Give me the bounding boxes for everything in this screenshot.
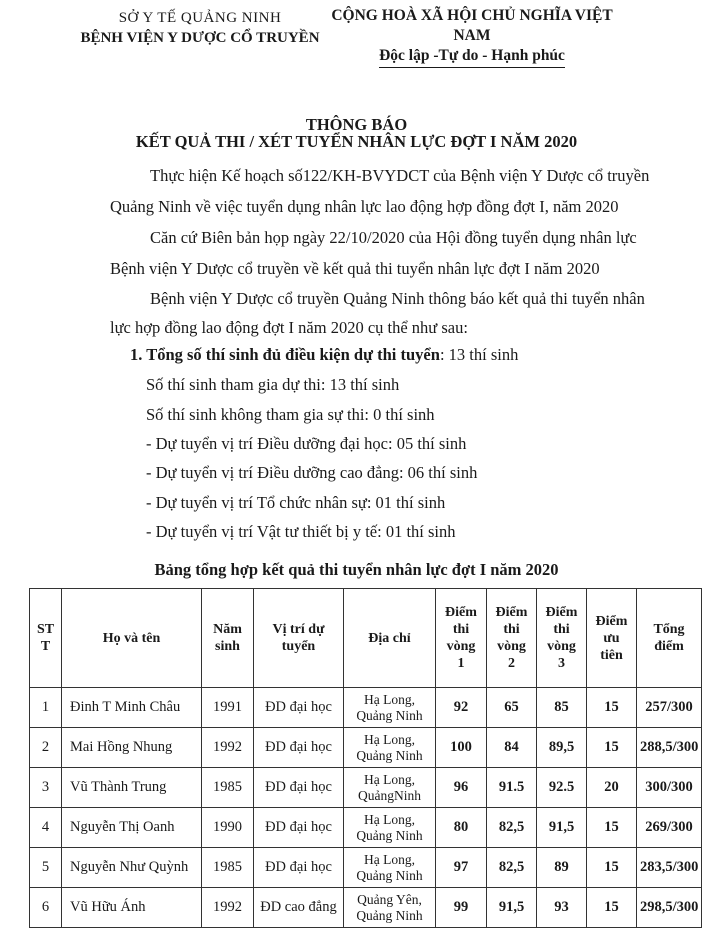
list-item: Số thí sinh tham gia dự thi: 13 thí sinh xyxy=(146,375,400,394)
cell-round-3: 89 xyxy=(537,848,587,888)
cell-stt: 6 xyxy=(30,888,62,928)
cell-position: ĐD đại học xyxy=(254,728,344,768)
cell-round-2: 82,5 xyxy=(487,808,537,848)
cell-position: ĐD đại học xyxy=(254,808,344,848)
hospital-name: BỆNH VIỆN Y DƯỢC CỔ TRUYỀN xyxy=(80,30,320,46)
table-row xyxy=(30,848,702,888)
cell-address: Hạ Long, Quảng Ninh xyxy=(344,728,436,768)
table-row xyxy=(30,688,702,728)
header-left xyxy=(60,8,340,48)
header-round-2: Điểm thi vòng 2 xyxy=(487,589,537,688)
cell-name: Vũ Hữu Ánh xyxy=(62,888,202,928)
cell-round-1: 96 xyxy=(436,768,487,808)
cell-round-1: 92 xyxy=(436,688,487,728)
cell-round-3: 85 xyxy=(537,688,587,728)
cell-year: 1992 xyxy=(202,888,254,928)
header-address: Địa chỉ xyxy=(344,589,436,688)
header-priority: Điểm ưu tiên xyxy=(587,589,637,688)
cell-total: 257/300 xyxy=(637,688,702,728)
cell-year: 1985 xyxy=(202,768,254,808)
cell-year: 1992 xyxy=(202,728,254,768)
table-row xyxy=(30,728,702,768)
cell-address: Quảng Yên, Quảng Ninh xyxy=(344,888,436,928)
paragraph-line: Căn cứ Biên bản họp ngày 22/10/2020 của Hội đồng tuyển dụng nhân lực xyxy=(150,228,637,247)
list-item: - Dự tuyển vị trí Điều dưỡng cao đẳng: 06 thí sinh xyxy=(146,463,478,482)
cell-position: ĐD đại học xyxy=(254,688,344,728)
cell-year: 1985 xyxy=(202,848,254,888)
cell-name: Vũ Thành Trung xyxy=(62,768,202,808)
cell-total: 288,5/300 xyxy=(637,728,702,768)
header-name: Họ và tên xyxy=(62,589,202,688)
cell-round-2: 91,5 xyxy=(487,888,537,928)
cell-round-1: 80 xyxy=(436,808,487,848)
cell-priority: 20 xyxy=(587,768,637,808)
cell-priority: 15 xyxy=(587,888,637,928)
cell-priority: 15 xyxy=(587,848,637,888)
section-1-value: : 13 thí sinh xyxy=(439,345,519,364)
national-title: CỘNG HOÀ XÃ HỘI CHỦ NGHĨA VIỆT NAM xyxy=(331,7,613,44)
cell-round-2: 82,5 xyxy=(487,848,537,888)
cell-address: Hạ Long, Quảng Ninh xyxy=(344,688,436,728)
table-row xyxy=(30,888,702,928)
header-position: Vị trí dự tuyển xyxy=(254,589,344,688)
table-header-row xyxy=(30,589,702,688)
table-title: Bảng tổng hợp kết quả thi tuyển nhân lực đợt I năm 2020 xyxy=(154,560,559,579)
header-total: Tổng điểm xyxy=(637,589,702,688)
cell-stt: 1 xyxy=(30,688,62,728)
section-1-heading xyxy=(130,345,518,365)
document-subtitle: KẾT QUẢ THI / XÉT TUYỂN NHÂN LỰC ĐỢT I NĂM 2020 xyxy=(135,132,578,151)
table-row xyxy=(30,808,702,848)
cell-stt: 4 xyxy=(30,808,62,848)
cell-round-3: 93 xyxy=(537,888,587,928)
cell-position: ĐD cao đẳng xyxy=(254,888,344,928)
cell-round-3: 91,5 xyxy=(537,808,587,848)
cell-priority: 15 xyxy=(587,728,637,768)
cell-stt: 5 xyxy=(30,848,62,888)
cell-address: Hạ Long, QuảngNinh xyxy=(344,768,436,808)
department-name: SỞ Y TẾ QUẢNG NINH xyxy=(118,10,282,26)
document-title: THÔNG BÁO xyxy=(305,115,408,134)
cell-round-3: 89,5 xyxy=(537,728,587,768)
cell-year: 1990 xyxy=(202,808,254,848)
paragraph-line: Quảng Ninh về việc tuyển dụng nhân lực lao động hợp đồng đợt I, năm 2020 xyxy=(110,197,619,216)
cell-year: 1991 xyxy=(202,688,254,728)
header-year: Năm sinh xyxy=(202,589,254,688)
paragraph-line: Thực hiện Kế hoạch số122/KH-BVYDCT của Bệnh viện Y Dược cổ truyền xyxy=(150,166,650,185)
cell-name: Nguyễn Như Quỳnh xyxy=(62,848,202,888)
cell-address: Hạ Long, Quảng Ninh xyxy=(344,848,436,888)
table-row xyxy=(30,768,702,808)
cell-name: Nguyễn Thị Oanh xyxy=(62,808,202,848)
cell-stt: 3 xyxy=(30,768,62,808)
cell-name: Đinh T Minh Châu xyxy=(62,688,202,728)
cell-total: 269/300 xyxy=(637,808,702,848)
cell-round-2: 91.5 xyxy=(487,768,537,808)
list-item: - Dự tuyển vị trí Điều dưỡng đại học: 05 thí sinh xyxy=(146,434,467,453)
cell-address: Hạ Long, Quảng Ninh xyxy=(344,808,436,848)
results-table xyxy=(29,588,702,928)
cell-round-1: 100 xyxy=(436,728,487,768)
cell-total: 300/300 xyxy=(637,768,702,808)
cell-position: ĐD đại học xyxy=(254,768,344,808)
list-item: Số thí sinh không tham gia sự thi: 0 thí sinh xyxy=(146,405,435,424)
cell-priority: 15 xyxy=(587,808,637,848)
header-round-1: Điểm thi vòng 1 xyxy=(436,589,487,688)
national-motto: Độc lập -Tự do - Hạnh phúc xyxy=(379,46,565,68)
cell-total: 283,5/300 xyxy=(637,848,702,888)
cell-round-3: 92.5 xyxy=(537,768,587,808)
section-1-label: 1. Tổng số thí sinh đủ điều kiện dự thi tuyển xyxy=(130,345,440,364)
list-item: - Dự tuyển vị trí Tổ chức nhân sự: 01 thí sinh xyxy=(146,493,446,512)
cell-name: Mai Hồng Nhung xyxy=(62,728,202,768)
cell-round-2: 65 xyxy=(487,688,537,728)
paragraph-line: Bệnh viện Y Dược cổ truyền Quảng Ninh thông báo kết quả thi tuyển nhân xyxy=(150,289,645,308)
cell-round-1: 99 xyxy=(436,888,487,928)
header-stt: ST T xyxy=(30,589,62,688)
cell-round-1: 97 xyxy=(436,848,487,888)
cell-priority: 15 xyxy=(587,688,637,728)
header-round-3: Điểm thi vòng 3 xyxy=(537,589,587,688)
paragraph-line: Bệnh viện Y Dược cổ truyền về kết quả thi tuyển nhân lực đợt I năm 2020 xyxy=(110,259,600,278)
list-item: - Dự tuyển vị trí Vật tư thiết bị y tế: 01 thí sinh xyxy=(146,522,456,541)
cell-total: 298,5/300 xyxy=(637,888,702,928)
cell-stt: 2 xyxy=(30,728,62,768)
paragraph-line: lực hợp đồng lao động đợt I năm 2020 cụ thể như sau: xyxy=(110,318,468,337)
header-right xyxy=(322,6,622,68)
cell-position: ĐD đại học xyxy=(254,848,344,888)
cell-round-2: 84 xyxy=(487,728,537,768)
